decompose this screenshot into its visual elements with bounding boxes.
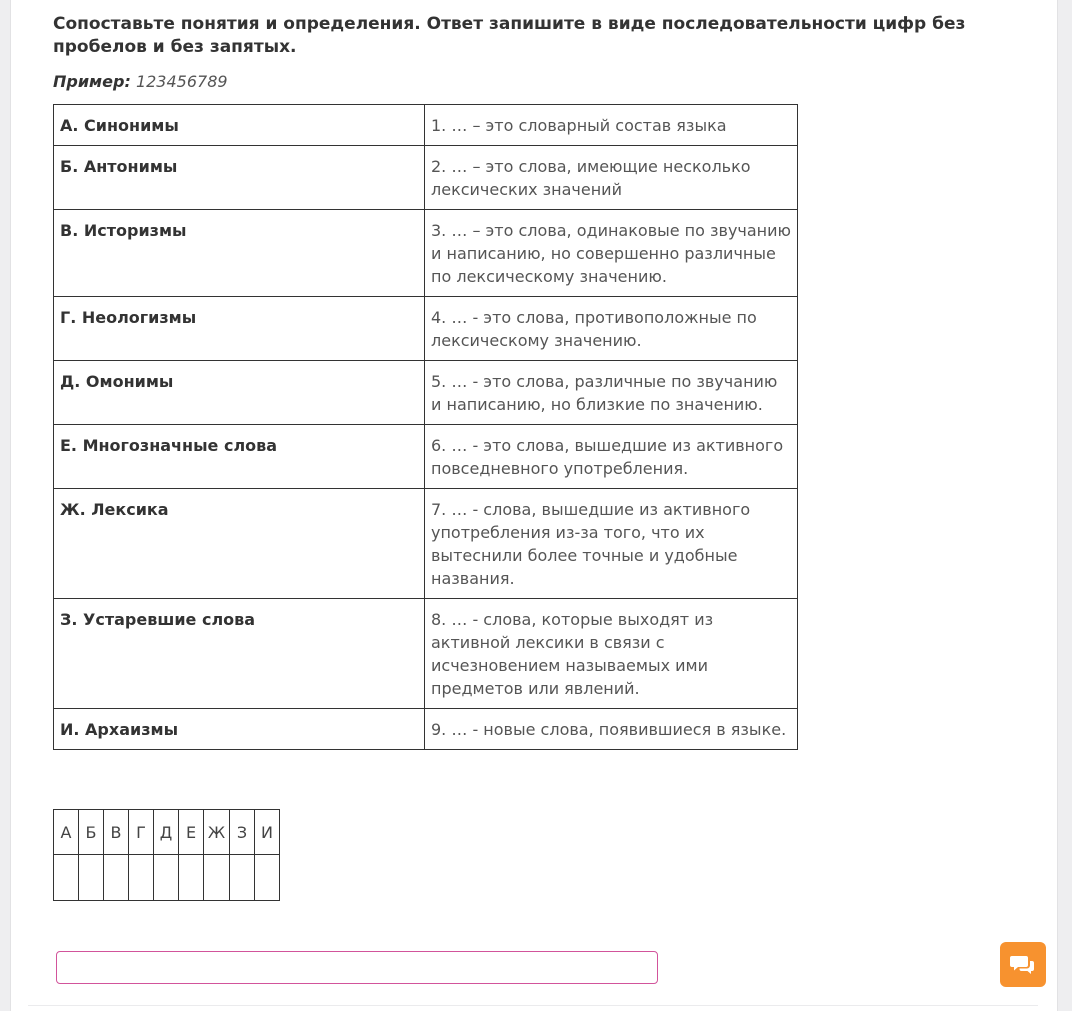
definition-cell: 7. … - слова, вышедшие из активного употребления из-за того, что их вытеснили более точные и удобные названия. (425, 489, 798, 599)
answer-grid-header-row (54, 810, 280, 855)
table-row (54, 210, 798, 297)
grid-empty-cell (179, 855, 204, 901)
grid-empty-cell (204, 855, 230, 901)
grid-empty-cell (104, 855, 129, 901)
grid-letter: В (104, 810, 129, 855)
term-cell: Е. Многозначные слова (54, 425, 425, 489)
grid-empty-cell (255, 855, 280, 901)
grid-empty-cell (54, 855, 79, 901)
definition-cell: 3. … – это слова, одинаковые по звучанию и написанию, но совершенно различные по лексическому значению. (425, 210, 798, 297)
term-cell: Г. Неологизмы (54, 297, 425, 361)
chat-button[interactable] (1000, 942, 1046, 987)
definition-cell: 9. … - новые слова, появившиеся в языке. (425, 709, 798, 750)
grid-letter: З (230, 810, 255, 855)
definition-cell: 8. … - слова, которые выходят из активной лексики в связи с исчезновением называемых ими предметов или явлений. (425, 599, 798, 709)
term-cell: А. Синонимы (54, 105, 425, 146)
table-row (54, 489, 798, 599)
grid-letter: Г (129, 810, 154, 855)
term-cell: Б. Антонимы (54, 146, 425, 210)
grid-letter: Ж (204, 810, 230, 855)
answer-grid-empty-row (54, 855, 280, 901)
table-row (54, 361, 798, 425)
grid-empty-cell (129, 855, 154, 901)
grid-letter: Б (79, 810, 104, 855)
example-label: Пример: (53, 72, 131, 91)
bottom-divider (28, 1005, 1038, 1006)
grid-empty-cell (79, 855, 104, 901)
example-value: 123456789 (135, 72, 228, 91)
question-instructions: Сопоставьте понятия и определения. Ответ запишите в виде последовательности цифр без пробелов и без запятых. (53, 14, 966, 57)
definition-cell: 5. … - это слова, различные по звучанию и написанию, но близкие по значению. (425, 361, 798, 425)
table-row (54, 599, 798, 709)
grid-letter: А (54, 810, 79, 855)
term-cell: З. Устаревшие слова (54, 599, 425, 709)
grid-empty-cell (230, 855, 255, 901)
table-row (54, 297, 798, 361)
answer-input[interactable] (56, 951, 658, 984)
matching-table (53, 104, 798, 750)
definition-cell: 2. … – это слова, имеющие несколько лексических значений (425, 146, 798, 210)
grid-letter: Е (179, 810, 204, 855)
answer-grid (53, 809, 280, 901)
table-row (54, 709, 798, 750)
term-cell: В. Историзмы (54, 210, 425, 297)
table-row (54, 425, 798, 489)
term-cell: Д. Омонимы (54, 361, 425, 425)
chat-bubbles-icon (1010, 954, 1036, 976)
term-cell: Ж. Лексика (54, 489, 425, 599)
table-row (54, 105, 798, 146)
definition-cell: 1. … – это словарный состав языка (425, 105, 798, 146)
example-line (53, 71, 228, 93)
grid-letter: Д (154, 810, 179, 855)
table-row (54, 146, 798, 210)
definition-cell: 6. … - это слова, вышедшие из активного повседневного употребления. (425, 425, 798, 489)
grid-letter: И (255, 810, 280, 855)
term-cell: И. Архаизмы (54, 709, 425, 750)
grid-empty-cell (154, 855, 179, 901)
definition-cell: 4. … - это слова, противоположные по лексическому значению. (425, 297, 798, 361)
